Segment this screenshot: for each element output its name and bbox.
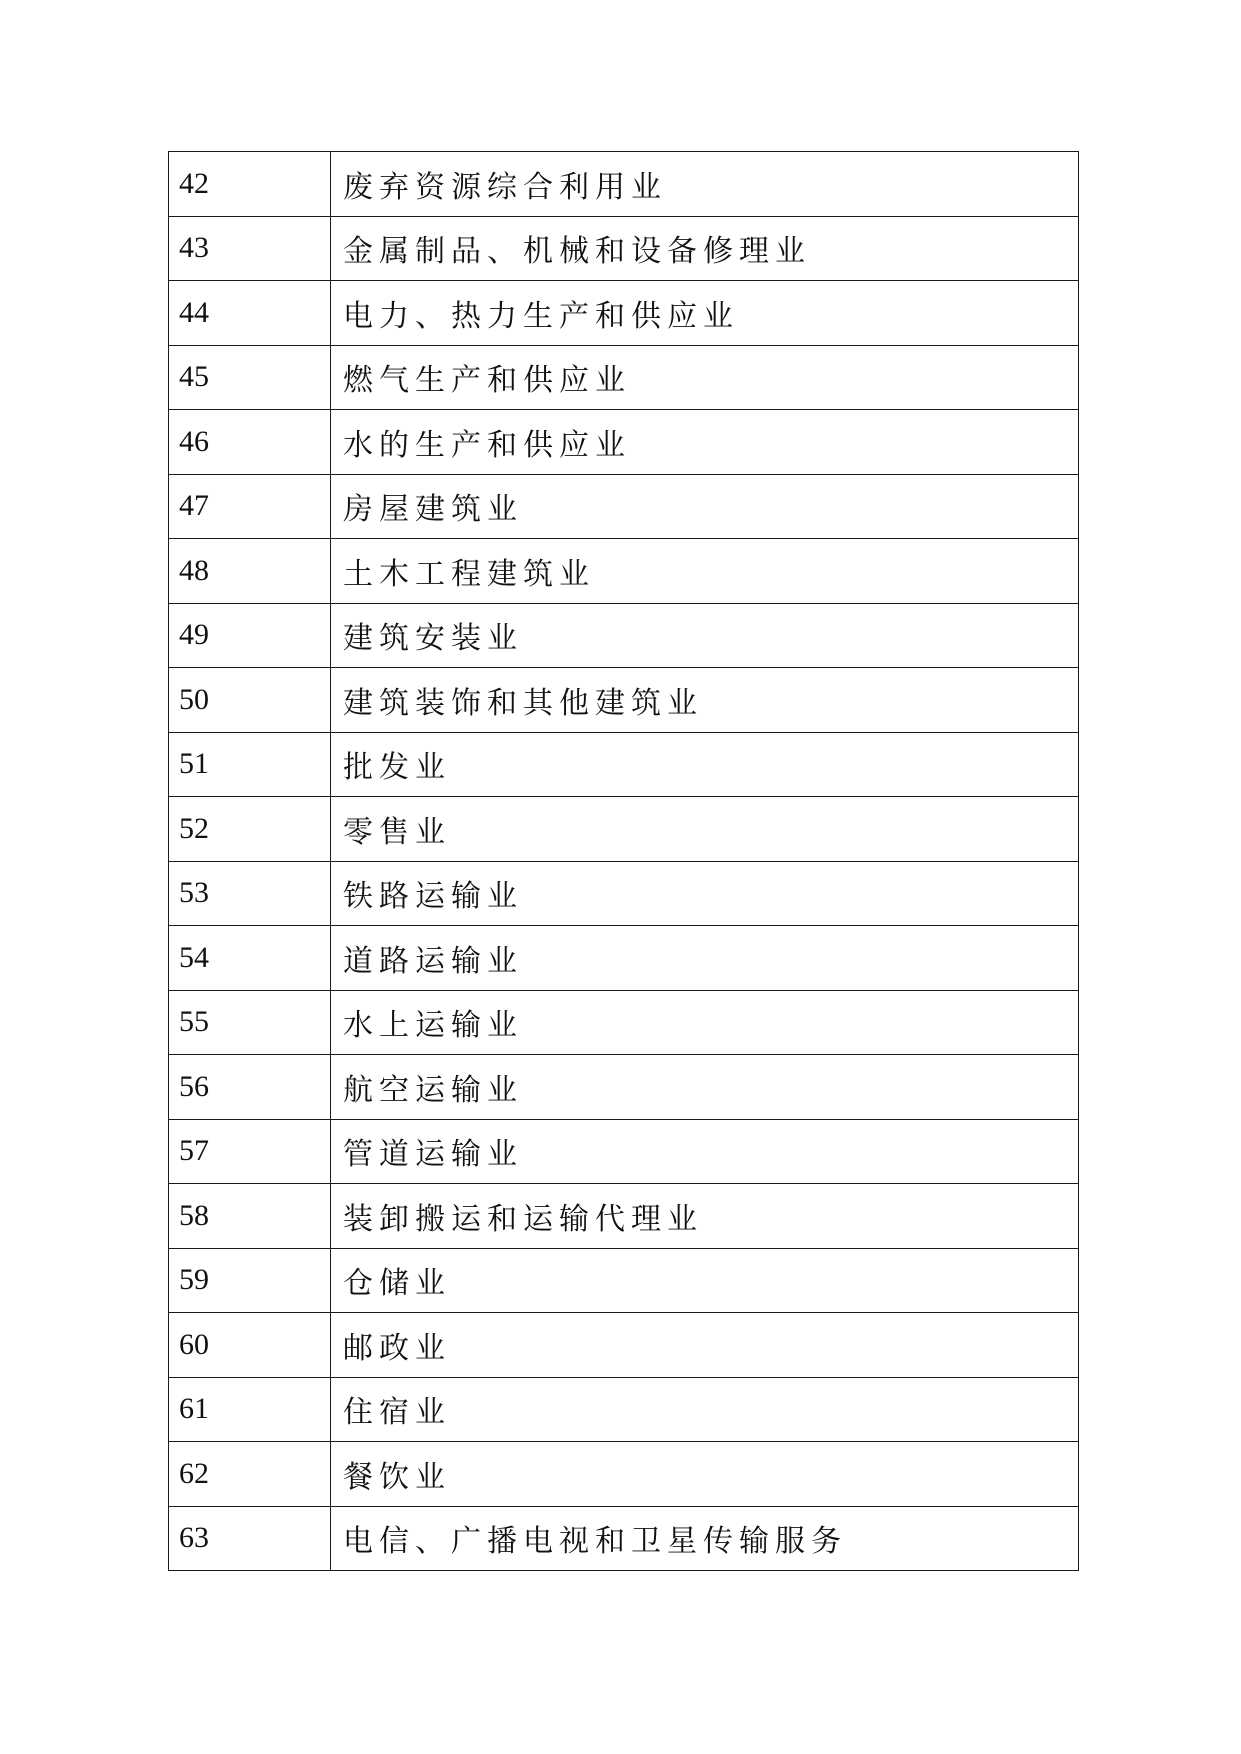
industry-code-cell: 50 [169, 668, 331, 733]
industry-name-cell: 土木工程建筑业 [331, 539, 1079, 604]
industry-name-cell: 水上运输业 [331, 990, 1079, 1055]
table-row [169, 861, 1079, 926]
table-row [169, 732, 1079, 797]
industry-name-cell: 仓储业 [331, 1248, 1079, 1313]
industry-name-cell: 房屋建筑业 [331, 474, 1079, 539]
industry-name-cell: 管道运输业 [331, 1119, 1079, 1184]
table-row [169, 539, 1079, 604]
industry-code-cell: 47 [169, 474, 331, 539]
table-row [169, 1313, 1079, 1378]
table-row [169, 410, 1079, 475]
industry-code-cell: 51 [169, 732, 331, 797]
industry-name-cell: 道路运输业 [331, 926, 1079, 991]
industry-name-cell: 住宿业 [331, 1377, 1079, 1442]
industry-code-cell: 48 [169, 539, 331, 604]
industry-code-cell: 49 [169, 603, 331, 668]
industry-code-cell: 42 [169, 152, 331, 217]
table-row [169, 216, 1079, 281]
industry-name-cell: 批发业 [331, 732, 1079, 797]
industry-code-cell: 62 [169, 1442, 331, 1507]
industry-name-cell: 水的生产和供应业 [331, 410, 1079, 475]
table-body [169, 152, 1079, 1571]
industry-name-cell: 建筑装饰和其他建筑业 [331, 668, 1079, 733]
industry-code-cell: 59 [169, 1248, 331, 1313]
table-row [169, 345, 1079, 410]
industry-code-cell: 46 [169, 410, 331, 475]
industry-name-cell: 金属制品、机械和设备修理业 [331, 216, 1079, 281]
table-row [169, 1184, 1079, 1249]
table-row [169, 281, 1079, 346]
table-row [169, 603, 1079, 668]
table-row [169, 1442, 1079, 1507]
industry-code-cell: 44 [169, 281, 331, 346]
table-row [169, 1377, 1079, 1442]
industry-name-cell: 电信、广播电视和卫星传输服务 [331, 1506, 1079, 1571]
industry-name-cell: 燃气生产和供应业 [331, 345, 1079, 410]
table-row [169, 1119, 1079, 1184]
table-row [169, 1248, 1079, 1313]
table-row [169, 1055, 1079, 1120]
table-row [169, 926, 1079, 991]
industry-name-cell: 零售业 [331, 797, 1079, 862]
industry-name-cell: 航空运输业 [331, 1055, 1079, 1120]
industry-code-cell: 54 [169, 926, 331, 991]
industry-name-cell: 废弃资源综合利用业 [331, 152, 1079, 217]
industry-name-cell: 建筑安装业 [331, 603, 1079, 668]
industry-code-cell: 55 [169, 990, 331, 1055]
industry-code-cell: 56 [169, 1055, 331, 1120]
industry-code-cell: 61 [169, 1377, 331, 1442]
industry-name-cell: 装卸搬运和运输代理业 [331, 1184, 1079, 1249]
industry-code-cell: 43 [169, 216, 331, 281]
industry-code-cell: 60 [169, 1313, 331, 1378]
industry-code-cell: 53 [169, 861, 331, 926]
industry-name-cell: 邮政业 [331, 1313, 1079, 1378]
table-row [169, 797, 1079, 862]
table-row [169, 1506, 1079, 1571]
industry-code-cell: 63 [169, 1506, 331, 1571]
industry-name-cell: 铁路运输业 [331, 861, 1079, 926]
table-row [169, 668, 1079, 733]
table-row [169, 990, 1079, 1055]
industry-code-table [168, 151, 1079, 1571]
table-row [169, 474, 1079, 539]
industry-name-cell: 餐饮业 [331, 1442, 1079, 1507]
industry-code-cell: 57 [169, 1119, 331, 1184]
industry-name-cell: 电力、热力生产和供应业 [331, 281, 1079, 346]
industry-code-cell: 58 [169, 1184, 331, 1249]
table-row [169, 152, 1079, 217]
industry-code-cell: 52 [169, 797, 331, 862]
industry-code-cell: 45 [169, 345, 331, 410]
